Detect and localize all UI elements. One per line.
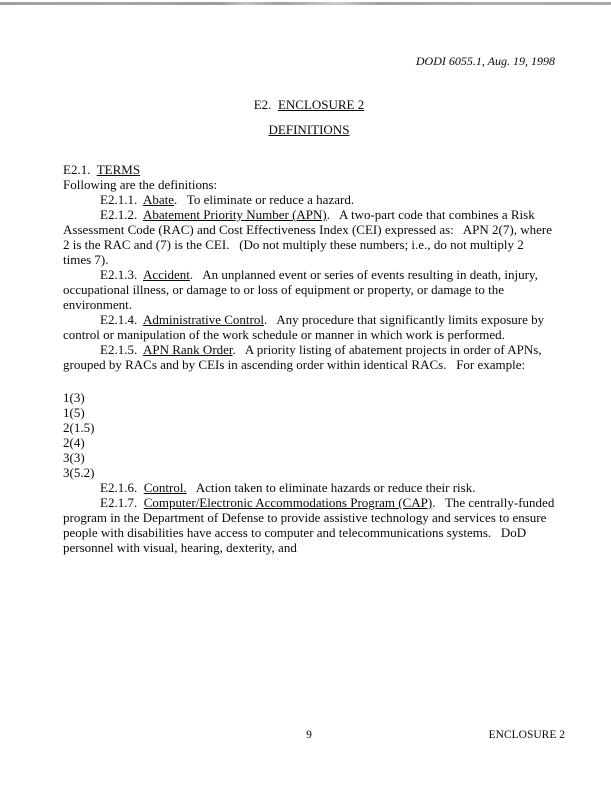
definition-number: E2.1.2. bbox=[100, 207, 143, 222]
definition-term: Abatement Priority Number (APN) bbox=[142, 207, 327, 222]
section-heading bbox=[63, 162, 555, 177]
page-number: 9 bbox=[306, 729, 312, 741]
apn-example-item: 1(5) bbox=[63, 405, 85, 420]
header-date: DODI 6055.1, Aug. 19, 1998 bbox=[415, 54, 555, 68]
definition-paragraph-e215 bbox=[63, 342, 555, 372]
definition-text: . To eliminate or reduce a hazard. bbox=[174, 192, 355, 207]
definition-text: . An unplanned event or series of events resulting in death, injury, occupational illness, or damage to or loss of equipment or property, or damage to the environment. bbox=[63, 267, 542, 312]
definition-text: Action taken to eliminate hazards or reduce their risk. bbox=[186, 480, 476, 495]
definition-term: Administrative Control bbox=[142, 312, 264, 327]
definition-paragraph-e211 bbox=[63, 192, 555, 207]
definition-number: E2.1.7. bbox=[100, 495, 144, 510]
definition-number: E2.1.4. bbox=[100, 312, 143, 327]
section-heading-prefix: E2.1. bbox=[63, 162, 97, 177]
enclosure-title-text: ENCLOSURE 2 bbox=[277, 97, 365, 112]
definition-text: . Any procedure that significantly limits exposure by control or manipulation of the work schedule or manner in which work is performed. bbox=[63, 312, 548, 342]
definition-number: E2.1.5. bbox=[100, 342, 143, 357]
page-footer bbox=[63, 728, 565, 742]
definition-number: E2.1.1. bbox=[100, 192, 143, 207]
definition-number: E2.1.3. bbox=[100, 267, 143, 282]
page-content bbox=[63, 0, 558, 555]
definition-paragraph-e216 bbox=[63, 480, 555, 495]
definition-paragraph-e213 bbox=[63, 267, 555, 312]
definition-term: Abate bbox=[142, 192, 175, 207]
definition-term: Computer/Electronic Accommodations Program (CAP) bbox=[143, 495, 433, 510]
definition-number: E2.1.6. bbox=[100, 480, 144, 495]
definition-paragraph-e217 bbox=[63, 495, 558, 555]
apn-example-item: 2(4) bbox=[63, 435, 85, 450]
definition-term: Accident bbox=[142, 267, 190, 282]
apn-example-list bbox=[63, 390, 555, 480]
definition-text: . A two-part code that combines a Risk Assessment Code (RAC) and Cost Effectiveness Index (CEI) expressed as: APN 2(7), where 2 is the RAC and (7) is the CEI. (Do not multiply these numbers; i.e., do not multiply 2 times 7). bbox=[63, 207, 556, 267]
section-heading-text: TERMS bbox=[96, 162, 141, 177]
definition-text: . A priority listing of abatement projects in order of APNs, grouped by RACs and by CEIs in ascending order within identical RACs. For example: bbox=[63, 342, 545, 372]
definition-text: . The centrally-funded program in the Department of Defense to provide assistive technology and services to ensure people with disabilities have access to computer and telecommunications systems. DoD personnel with visual, hearing, dexterity, and bbox=[63, 495, 558, 555]
apn-example-item: 3(3) bbox=[63, 450, 85, 465]
enclosure-title-prefix: E2. bbox=[253, 97, 278, 112]
apn-example-item: 3(5.2) bbox=[63, 465, 95, 480]
enclosure-title bbox=[63, 97, 555, 112]
definitions-subtitle bbox=[63, 122, 555, 137]
definitions-subtitle-text: DEFINITIONS bbox=[268, 122, 350, 137]
apn-example-item: 2(1.5) bbox=[63, 420, 95, 435]
definition-term: Control. bbox=[143, 480, 187, 495]
definition-paragraph-e212 bbox=[63, 207, 555, 267]
footer-enclosure-label: ENCLOSURE 2 bbox=[488, 729, 565, 741]
intro-line: Following are the definitions: bbox=[63, 177, 218, 192]
definition-paragraph-e214 bbox=[63, 312, 555, 342]
apn-example-item: 1(3) bbox=[63, 390, 85, 405]
definition-term: APN Rank Order bbox=[142, 342, 233, 357]
